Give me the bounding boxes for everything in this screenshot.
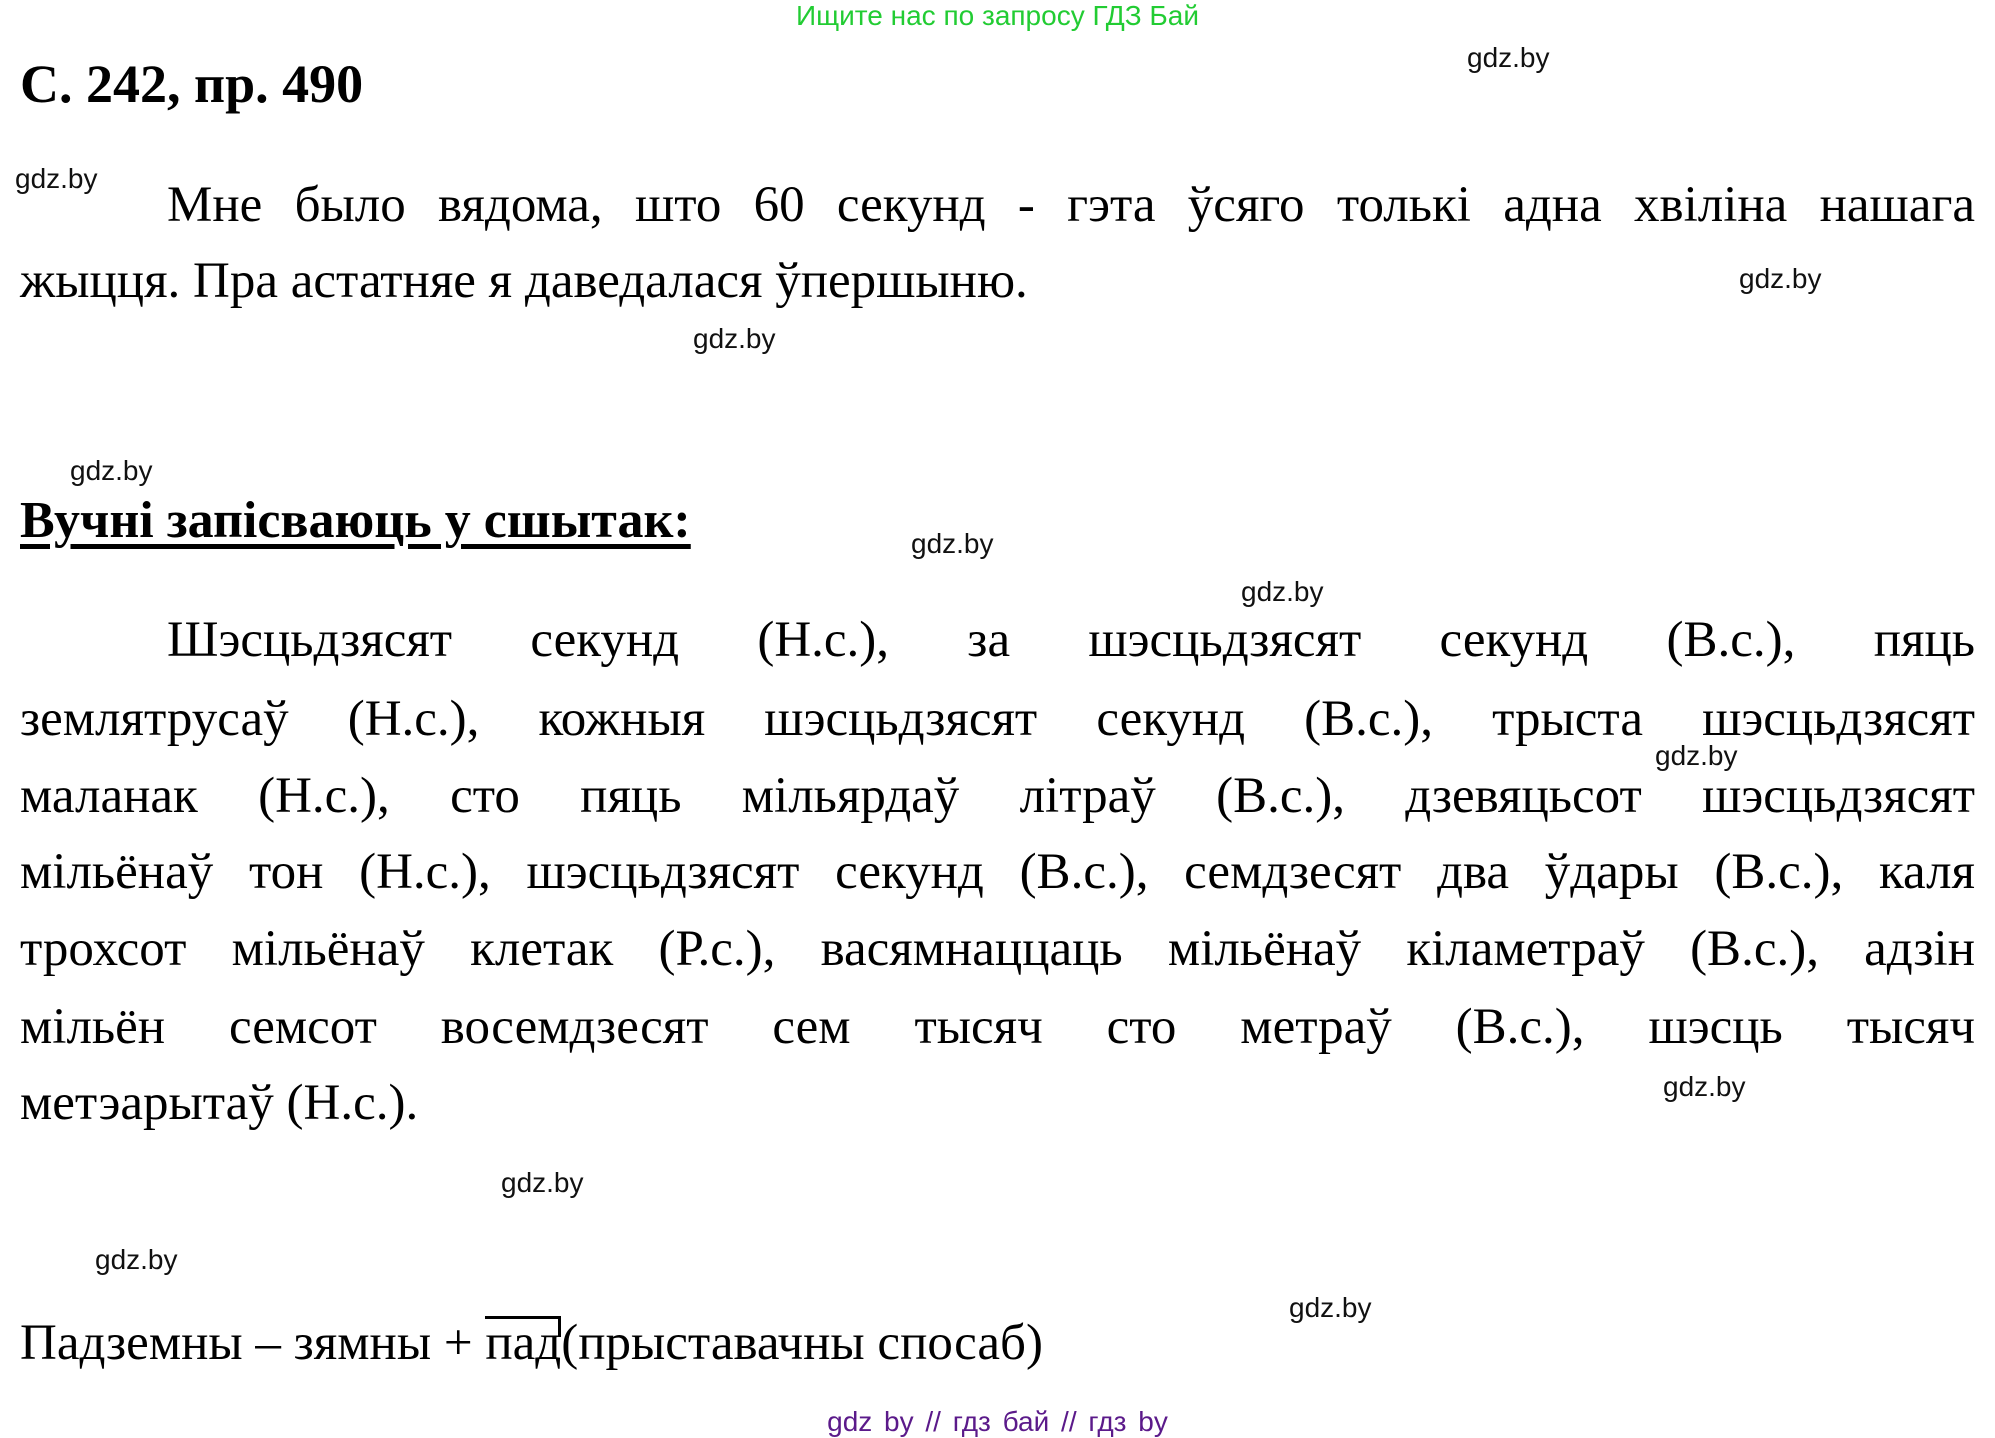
footer-watermark: gdz by // гдз бай // гдз by: [827, 1406, 1168, 1437]
watermark: gdz.by: [15, 163, 98, 194]
watermark: gdz.by: [1241, 576, 1324, 607]
paragraph-line: трохсот мільёнаў клетак (Р.с.), васямнаццаць мільёнаў кіламетраў (В.с.), адзін: [20, 921, 1975, 977]
watermark: gdz.by: [1655, 740, 1738, 771]
prefix-mark-icon: [485, 1316, 561, 1337]
watermark: gdz.by: [911, 528, 994, 559]
paragraph-line: Шэсцьдзясят секунд (Н.с.), за шэсцьдзясят секунд (В.с.), пяць: [167, 612, 1975, 668]
paragraph-line: мільёнаў тон (Н.с.), шэсцьдзясят секунд (В.с.), семдзесят два ўдары (В.с.), каля: [20, 844, 1975, 900]
base-word: зямны: [293, 1315, 432, 1371]
watermark: gdz.by: [1739, 263, 1822, 294]
watermark: gdz.by: [1663, 1071, 1746, 1102]
paragraph-line: землятрусаў (Н.с.), кожныя шэсцьдзясят секунд (В.с.), трыста шэсцьдзясят: [20, 691, 1975, 747]
paragraph-line: мільён семсот восемдзесят сем тысяч сто метраў (В.с.), шэсць тысяч: [20, 999, 1975, 1055]
watermark: gdz.by: [1289, 1292, 1372, 1323]
paragraph-line: метэарытаў (Н.с.).: [20, 1075, 419, 1131]
watermark: gdz.by: [693, 323, 776, 354]
plus-sign: +: [443, 1315, 473, 1371]
paragraph-line: маланак (Н.с.), сто пяць мільярдаў літраў (В.с.), дзевяцьсот шэсцьдзясят: [20, 768, 1975, 824]
word-formation: [20, 1312, 1043, 1374]
watermark: gdz.by: [1467, 42, 1550, 73]
page-title: С. 242, пр. 490: [20, 54, 364, 114]
prefix-text: пад: [485, 1315, 562, 1371]
formation-method: (прыставачны спосаб): [561, 1315, 1043, 1371]
dash: –: [255, 1315, 281, 1371]
intro-line-1: Мне было вядома, што 60 секунд - гэта ўсяго толькі адна хвіліна нашага: [167, 177, 1975, 233]
watermark: gdz.by: [70, 455, 153, 486]
watermark: gdz.by: [501, 1167, 584, 1198]
prefix: [485, 1312, 561, 1374]
watermark: gdz.by: [95, 1244, 178, 1275]
section-heading: Вучні запісваюць у сшытак:: [20, 492, 691, 549]
promo-banner: Ищите нас по запросу ГДЗ Бай: [795, 0, 1200, 31]
derived-word: Падземны: [20, 1315, 243, 1371]
intro-line-2: жыцця. Пра астатняе я даведалася ўпершыню.: [20, 253, 1028, 309]
